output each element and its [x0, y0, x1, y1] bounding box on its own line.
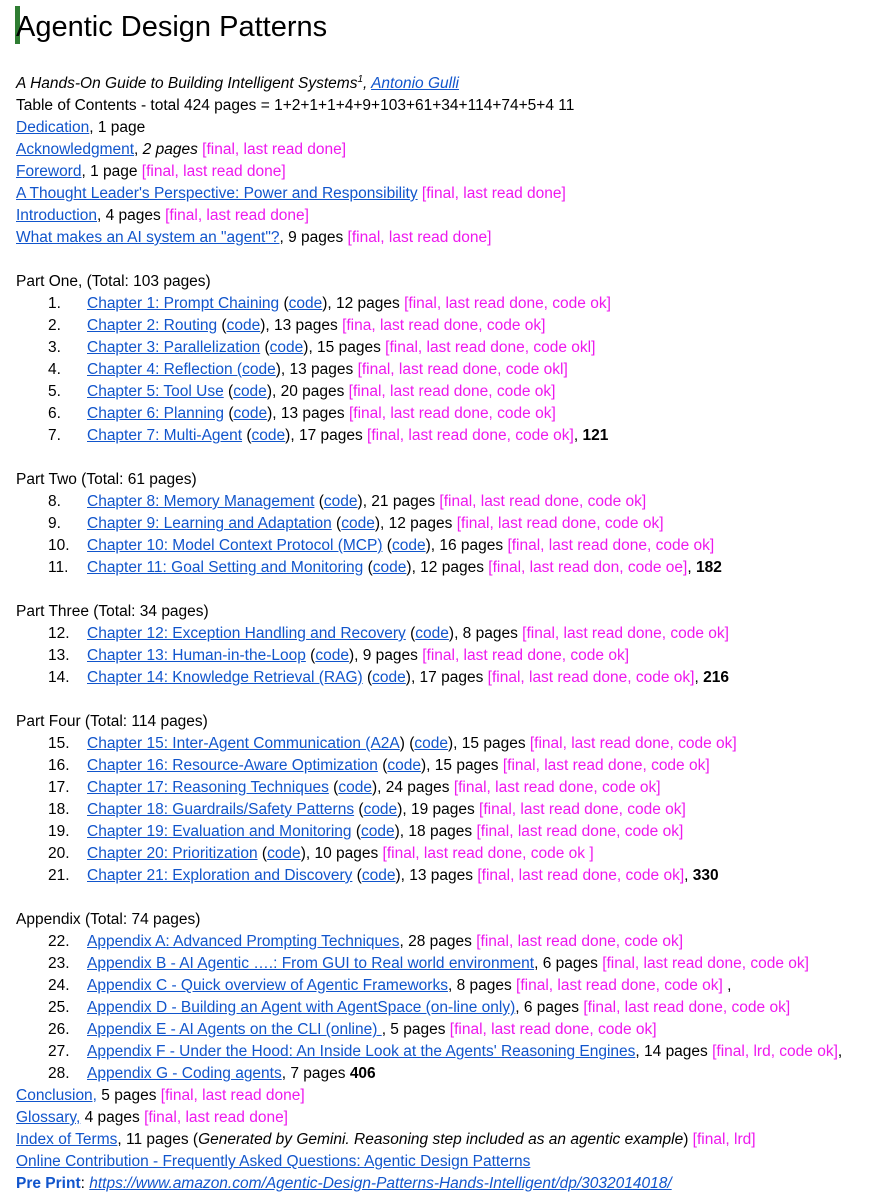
list-item [16, 799, 896, 821]
toc-link[interactable]: code [387, 757, 421, 774]
status-note: [final, last read done] [347, 229, 492, 246]
toc-link[interactable]: code [288, 295, 323, 312]
entry-text: ( [377, 757, 388, 774]
status-note: [final, last read done] [165, 207, 309, 224]
toc-link[interactable]: Conclusion, [16, 1087, 97, 1104]
item-number: 20. [48, 845, 70, 862]
toc-link[interactable]: Chapter 12: Exception Handling and Recovery [87, 625, 406, 642]
part-heading: Appendix (Total: 74 pages) [16, 911, 201, 928]
toc-link[interactable]: Chapter 8: Memory Management [87, 493, 315, 510]
item-number: 19. [48, 823, 70, 840]
entry-text: ), 13 pages [275, 361, 358, 378]
status-note: [final, last read done, code ok] [449, 1021, 657, 1038]
list-item [16, 425, 896, 447]
toc-link[interactable]: code [341, 515, 375, 532]
toc-link[interactable]: Chapter 1: Prompt Chaining [87, 295, 280, 312]
entry-text: , [687, 559, 696, 576]
document-title: Agentic Design Patterns [16, 11, 328, 43]
entry-text: , 1 page [81, 163, 142, 180]
back-matter-entry [16, 1085, 896, 1107]
subtitle-text: A Hands-On Guide to Building Intelligent Systems [16, 75, 358, 92]
entry-text: , [134, 141, 143, 158]
blank-line [16, 689, 896, 711]
front-matter-entry [16, 183, 896, 205]
toc-link[interactable]: Chapter 6: Planning [87, 405, 225, 422]
toc-link[interactable]: Chapter 16: Resource-Aware Optimization [87, 757, 378, 774]
list-item [16, 667, 896, 689]
toc-link[interactable]: code [315, 647, 349, 664]
status-note: [final, last read done] [160, 1087, 305, 1104]
toc-link[interactable]: Chapter 21: Exploration and Discovery [87, 867, 353, 884]
list-item [16, 821, 896, 843]
status-note: [final, last read done, code ok] [404, 295, 611, 312]
toc-link[interactable]: code [233, 405, 268, 422]
entry-text: ( [223, 383, 234, 400]
entry-text: ( [224, 405, 234, 422]
front-matter [16, 117, 896, 249]
entry-text: ( [328, 779, 339, 796]
item-number: 26. [48, 1021, 70, 1038]
item-number: 24. [48, 977, 70, 994]
entry-text: , 28 pages [399, 933, 477, 950]
list-item [16, 315, 896, 337]
entry-text: ), 15 pages [448, 735, 530, 752]
item-number: 28. [48, 1065, 70, 1082]
entry-text: , 1 page [89, 119, 146, 136]
item-number: 10. [48, 537, 70, 554]
back-matter-entry [16, 1107, 896, 1129]
toc-link[interactable]: Chapter 2: Routing [87, 317, 218, 334]
item-number: 2. [48, 317, 61, 334]
entry-text: , [684, 867, 693, 884]
list-item [16, 1019, 896, 1041]
pre-print-link[interactable]: https://www.amazon.com/Agentic-Design-Patterns-Hands-Intelligent/dp/3032014018/ [89, 1175, 672, 1192]
entry-text: , [837, 1043, 843, 1060]
status-note: [final, lrd] [692, 1131, 756, 1148]
item-number: 4. [48, 361, 61, 378]
item-number: 21. [48, 867, 70, 884]
list-item [16, 293, 896, 315]
pre-print-line [16, 1173, 896, 1195]
back-matter-entry [16, 1151, 896, 1173]
item-number: 9. [48, 515, 61, 532]
entry-text: , [722, 977, 732, 994]
entry-text: ( [242, 427, 252, 444]
entry-text: ) ( [399, 735, 415, 752]
status-note: [final, last read done] [144, 1109, 288, 1126]
toc-link[interactable]: Chapter 17: Reasoning Techniques [87, 779, 329, 796]
entry-text: ) [683, 1131, 693, 1148]
status-note: [final, last read done, code ok] [507, 537, 715, 554]
toc-link[interactable]: code [338, 779, 372, 796]
front-matter-entry [16, 117, 896, 139]
list-item [16, 997, 896, 1019]
entry-text: ( [314, 493, 324, 510]
status-note: [final, lrd, code ok] [712, 1043, 838, 1060]
document-body [16, 73, 896, 1195]
toc-link[interactable]: code [415, 625, 449, 642]
item-number: 11. [48, 559, 69, 576]
item-number: 27. [48, 1043, 70, 1060]
toc-link[interactable]: What makes an AI system an "agent"? [16, 229, 280, 246]
entry-text: ( [362, 669, 373, 686]
front-matter-entry [16, 227, 896, 249]
toc-link[interactable]: Online Contribution - Frequently Asked Questions: Agentic Design Patterns [16, 1153, 531, 1170]
entry-text: 5 pages [97, 1087, 161, 1104]
item-number: 16. [48, 757, 70, 774]
toc-link[interactable]: Chapter 9: Learning and Adaptation [87, 515, 332, 532]
status-note: [final, last read done, code ok] [487, 669, 695, 686]
list-item [16, 843, 896, 865]
back-matter [16, 1085, 896, 1173]
parts-list [16, 249, 896, 1085]
part-heading: Part Three (Total: 34 pages) [16, 603, 209, 620]
toc-link[interactable]: Chapter 14: Knowledge Retrieval (RAG) [87, 669, 363, 686]
entry-text: ( [217, 317, 227, 334]
entry-text: 4 pages [80, 1109, 145, 1126]
status-note: [final, last read done, code ok] [502, 757, 710, 774]
toc-link[interactable]: Appendix B - AI Agentic ….: From GUI to Real world environment [87, 955, 535, 972]
toc-link[interactable]: code [251, 427, 286, 444]
part-heading: Part Two (Total: 61 pages) [16, 471, 197, 488]
entry-text: ( [260, 339, 270, 356]
entry-text: ), 9 pages [348, 647, 423, 664]
status-note: [final, last read done, code ok] [477, 867, 685, 884]
toc-link[interactable]: Foreword [16, 163, 82, 180]
entry-text: ( [354, 801, 364, 818]
toc-link[interactable]: Index of Terms [16, 1131, 118, 1148]
entry-text: ), 12 pages [374, 515, 457, 532]
running-page-total: 121 [582, 427, 609, 444]
toc-link[interactable]: Appendix E - AI Agents on the CLI (online) [87, 1021, 382, 1038]
status-note: [final, last read done, code ok] [522, 625, 729, 642]
item-number: 13. [48, 647, 70, 664]
toc-link[interactable]: Appendix D - Building an Agent with AgentSpace (on-line only) [87, 999, 516, 1016]
list-item [16, 535, 896, 557]
toc-link[interactable]: Appendix F - Under the Hood: An Inside Look at the Agents' Reasoning Engines [87, 1043, 636, 1060]
status-note: [final, last read done, code ok] [476, 933, 684, 950]
status-note: [final, last read done, code ok] [367, 427, 574, 444]
toc-link[interactable]: Chapter 18: Guardrails/Safety Patterns [87, 801, 355, 818]
status-note: [final, last read done, code ok] [583, 999, 791, 1016]
status-note: [final, last read done, code okl] [385, 339, 596, 356]
status-note: [final, last read done, code ok ] [382, 845, 594, 862]
pre-print-separator: : [80, 1175, 90, 1192]
blank-line [16, 447, 896, 469]
item-number: 1. [48, 295, 61, 312]
author-link[interactable]: Antonio Gulli [371, 75, 459, 92]
entry-text: ( [363, 559, 373, 576]
item-number: 7. [48, 427, 61, 444]
status-note: [final, last read done, code ok] [348, 405, 556, 422]
entry-text: , 5 pages [381, 1021, 450, 1038]
entry-text: ), 17 pages [405, 669, 488, 686]
item-number: 14. [48, 669, 70, 686]
list-item [16, 975, 896, 997]
entry-text: ), 13 pages [267, 405, 349, 422]
item-number: 15. [48, 735, 70, 752]
running-page-total: 330 [692, 867, 719, 884]
running-page-total: 182 [695, 559, 722, 576]
list-item [16, 381, 896, 403]
toc-total: Table of Contents - total 424 pages = 1+2+1+1+4+9+103+61+34+114+74+5+4 11 [16, 97, 575, 114]
pre-print-label: Pre Print [16, 1175, 81, 1192]
toc-link[interactable]: Chapter 19: Evaluation and Monitoring [87, 823, 352, 840]
item-number: 8. [48, 493, 61, 510]
status-note: [final, last read done, code ok] [453, 779, 661, 796]
toc-link[interactable]: Appendix G - Coding agents [87, 1065, 282, 1082]
entry-text: ( [382, 537, 392, 554]
entry-text: ( [305, 647, 316, 664]
item-number: 17. [48, 779, 70, 796]
status-note: [final, last read done, code ok] [439, 493, 647, 510]
entry-text: , 6 pages [515, 999, 584, 1016]
entry-text: , 14 pages [635, 1043, 713, 1060]
status-note: [final, last read done, code ok] [529, 735, 737, 752]
list-item [16, 359, 896, 381]
italic-note: Generated by Gemini. Reasoning step included as an agentic example [198, 1131, 684, 1148]
toc-link[interactable]: Glossary, [16, 1109, 81, 1126]
item-number: 6. [48, 405, 61, 422]
toc-link[interactable]: Chapter 3: Parallelization [87, 339, 261, 356]
entry-text: ( [257, 845, 268, 862]
toc-link[interactable]: A Thought Leader's Perspective: Power and Responsibility [16, 185, 418, 202]
list-item [16, 755, 896, 777]
toc-link[interactable]: Chapter 4: Reflection ( [87, 361, 243, 378]
toc-link[interactable]: Introduction [16, 207, 97, 224]
toc-link[interactable]: code [269, 339, 304, 356]
status-note: [final, last read done, code ok] [422, 647, 630, 664]
toc-link[interactable]: Chapter 20: Prioritization [87, 845, 258, 862]
list-item [16, 953, 896, 975]
running-page-total: 216 [703, 669, 729, 686]
toc-link[interactable]: code [391, 537, 426, 554]
item-number: 12. [48, 625, 70, 642]
entry-text: ), 12 pages [406, 559, 489, 576]
status-note: [final, last read done, code ok] [456, 515, 664, 532]
toc-link[interactable]: Acknowledgment [16, 141, 135, 158]
entry-text: , [573, 427, 583, 444]
toc-link[interactable]: code [414, 735, 449, 752]
entry-text: ), 21 pages [357, 493, 440, 510]
subtitle-separator: , [363, 75, 372, 92]
toc-link[interactable]: Chapter 5: Tool Use [87, 383, 224, 400]
item-number: 18. [48, 801, 70, 818]
toc-link[interactable]: code [242, 361, 276, 378]
toc-link[interactable]: Chapter 15: Inter-Agent Communication (A2A [87, 735, 400, 752]
part-heading: Part One, (Total: 103 pages) [16, 273, 211, 290]
running-page-total: 406 [349, 1065, 376, 1082]
toc-link[interactable]: Chapter 10: Model Context Protocol (MCP) [87, 537, 383, 554]
blank-line [16, 887, 896, 909]
status-note: [final, last read done, code ok] [602, 955, 809, 972]
item-number: 22. [48, 933, 70, 950]
footnote-marker: 1 [357, 73, 364, 85]
entry-text: ), 13 pages [395, 867, 478, 884]
entry-text: ), 13 pages [260, 317, 343, 334]
entry-text: ), 17 pages [285, 427, 368, 444]
toc-link[interactable]: code [363, 801, 398, 818]
front-matter-entry [16, 139, 896, 161]
entry-text: , 8 pages [447, 977, 517, 994]
status-note: [final, last read done, code okl] [357, 361, 568, 378]
toc-link[interactable]: code [226, 317, 261, 334]
toc-link[interactable]: code [361, 867, 396, 884]
entry-text: ), 19 pages [397, 801, 480, 818]
status-note: [final, last read done] [202, 141, 347, 158]
toc-link[interactable]: code [323, 493, 358, 510]
status-note: [final, last read done, code ok] [516, 977, 723, 994]
entry-text: ( [331, 515, 342, 532]
status-note: [final, last read done] [141, 163, 286, 180]
italic-note: 2 pages [142, 141, 198, 158]
list-item [16, 491, 896, 513]
blank-line [16, 249, 896, 271]
front-matter-entry [16, 161, 896, 183]
toc-link[interactable]: Appendix A: Advanced Prompting Techniques [87, 933, 400, 950]
item-number: 25. [48, 999, 70, 1016]
list-item [16, 733, 896, 755]
item-number: 3. [48, 339, 61, 356]
blank-line [16, 579, 896, 601]
list-item [16, 623, 896, 645]
entry-text: ), 20 pages [266, 383, 349, 400]
entry-text: ( [405, 625, 416, 642]
entry-text: ( [351, 823, 361, 840]
entry-text: , 11 pages ( [117, 1131, 199, 1148]
entry-text: ), 12 pages [322, 295, 405, 312]
entry-text: , 6 pages [534, 955, 603, 972]
list-item [16, 645, 896, 667]
entry-text: ), 15 pages [303, 339, 386, 356]
entry-text: ), 15 pages [421, 757, 503, 774]
entry-text: , 4 pages [97, 207, 166, 224]
part-heading: Part Four (Total: 114 pages) [16, 713, 208, 730]
toc-link[interactable]: code [267, 845, 301, 862]
entry-text: ), 24 pages [371, 779, 454, 796]
list-item [16, 337, 896, 359]
toc-link[interactable]: code [372, 559, 407, 576]
list-item [16, 865, 896, 887]
back-matter-entry [16, 1129, 896, 1151]
toc-link[interactable]: Chapter 7: Multi-Agent [87, 427, 243, 444]
status-note: [fina, last read done, code ok] [342, 317, 546, 334]
toc-link[interactable]: code [361, 823, 395, 840]
entry-text: ), 8 pages [448, 625, 523, 642]
item-number: 23. [48, 955, 70, 972]
list-item [16, 777, 896, 799]
list-item [16, 557, 896, 579]
toc-link[interactable]: code [233, 383, 267, 400]
toc-link[interactable]: Chapter 13: Human-in-the-Loop [87, 647, 306, 664]
status-note: [final, last read done, code ok] [476, 823, 684, 840]
status-note: [final, last read done] [421, 185, 566, 202]
status-note: [final, last read done, code ok] [479, 801, 686, 818]
entry-text: ( [279, 295, 289, 312]
toc-link[interactable]: Chapter 11: Goal Setting and Monitoring [87, 559, 364, 576]
toc-link[interactable]: code [372, 669, 406, 686]
list-item [16, 1063, 896, 1085]
status-note: [final, last read don, code oe] [488, 559, 688, 576]
item-number: 5. [48, 383, 61, 400]
toc-link[interactable]: Appendix C - Quick overview of Agentic Frameworks [87, 977, 448, 994]
entry-text: ), 18 pages [394, 823, 477, 840]
front-matter-entry [16, 205, 896, 227]
entry-text: , [694, 669, 704, 686]
entry-text: ), 16 pages [425, 537, 508, 554]
subtitle-line [16, 73, 896, 95]
toc-link[interactable]: Dedication [16, 119, 90, 136]
status-note: [final, last read done, code ok] [348, 383, 556, 400]
entry-text: , 7 pages [281, 1065, 350, 1082]
entry-text: ), 10 pages [300, 845, 383, 862]
list-item [16, 1041, 896, 1063]
list-item [16, 403, 896, 425]
list-item [16, 931, 896, 953]
entry-text: , 9 pages [279, 229, 348, 246]
list-item [16, 513, 896, 535]
entry-text: ( [352, 867, 362, 884]
